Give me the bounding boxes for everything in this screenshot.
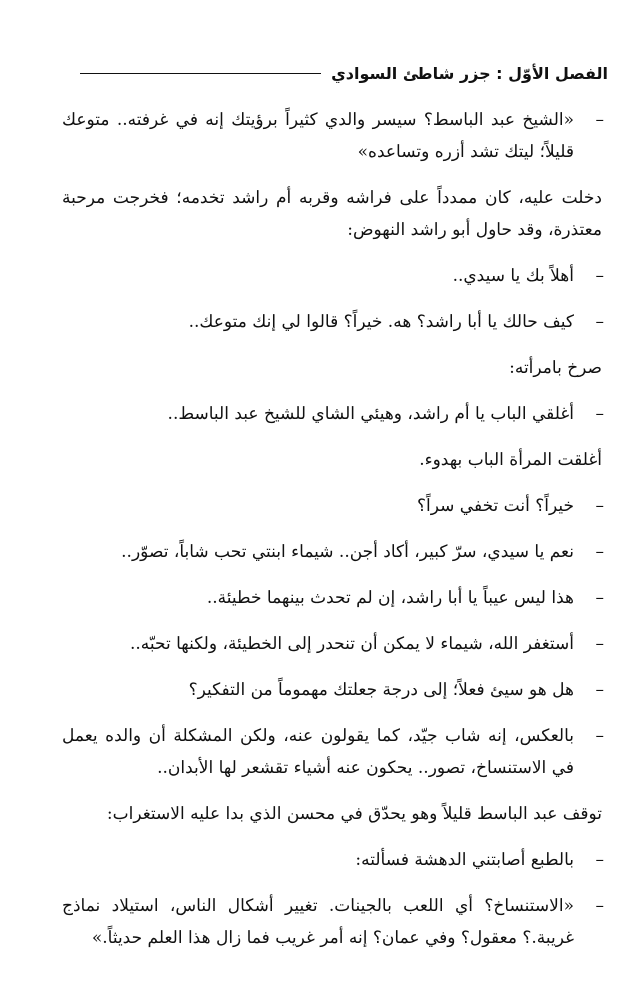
- dialogue-line: [62, 260, 608, 292]
- dialogue-text: هل هو سيئ فعلاً؛ إلى درجة جعلتك مهموماً من التفكير؟: [188, 680, 574, 700]
- dialogue-dash: –: [595, 850, 604, 870]
- dialogue-text: بالطبع أصابتني الدهشة فسألته:: [355, 850, 574, 870]
- dialogue-text: «الشيخ عبد الباسط؟ سيسر والدي كثيراً برؤيتك إنه في غرفته.. متوعك قليلاً؛ ليتك تشد أزره وتساعده»: [62, 110, 574, 162]
- dialogue-dash: –: [595, 312, 604, 332]
- narration-paragraph: توقف عبد الباسط قليلاً وهو يحدّق في محسن الذي بدا عليه الاستغراب:: [106, 804, 602, 824]
- dialogue-text: كيف حالك يا أبا راشد؟ هه. خيراً؟ قالوا لي إنك متوعك..: [188, 312, 574, 332]
- dialogue-dash: –: [595, 588, 604, 608]
- page-body: [62, 104, 608, 968]
- chapter-title: الفصل الأوّل : جزر شاطئ السوادي: [331, 63, 608, 83]
- dialogue-dash: –: [595, 542, 604, 562]
- dialogue-text: بالعكس، إنه شاب جيّد، كما يقولون عنه، ولكن المشكلة أن والده يعمل في الاستنساخ، تصور.. يحكون عنه أشياء تقشعر لها الأبدان..: [62, 726, 574, 778]
- dialogue-line: [62, 490, 608, 522]
- narration-paragraph: صرخ بامرأته:: [509, 358, 602, 378]
- dialogue-text: «الاستنساخ؟ أي اللعب بالجينات. تغيير أشكال الناس، استيلاد نماذج غريبة.؟ معقول؟ وفي عمان؟ إنه أمر غريب فما زال هذا العلم حديثاً.»: [62, 896, 574, 948]
- dialogue-dash: –: [595, 110, 604, 130]
- dialogue-text: أغلقي الباب يا أم راشد، وهيئي الشاي للشيخ عبد الباسط..: [167, 404, 574, 424]
- dialogue-line: [62, 398, 608, 430]
- dialogue-dash: –: [595, 680, 604, 700]
- dialogue-line: [62, 844, 608, 876]
- dialogue-line: [62, 674, 608, 706]
- dialogue-text: خيراً؟ أنت تخفي سراً؟: [417, 496, 574, 516]
- dialogue-text: أستغفر الله، شيماء لا يمكن أن تنحدر إلى الخطيئة، ولكنها تحبّه..: [129, 634, 574, 654]
- dialogue-dash: –: [595, 266, 604, 286]
- dialogue-dash: –: [595, 496, 604, 516]
- dialogue-dash: –: [595, 634, 604, 654]
- dialogue-text: أهلاً بك يا سيدي..: [452, 266, 574, 286]
- dialogue-dash: –: [595, 726, 604, 746]
- dialogue-text: نعم يا سيدي، سرّ كبير، أكاد أجن.. شيماء ابنتي تحب شاباً، تصوّر..: [121, 542, 574, 562]
- dialogue-dash: –: [595, 404, 604, 424]
- dialogue-line: [62, 104, 608, 168]
- dialogue-line: [62, 306, 608, 338]
- narration-paragraph: دخلت عليه، كان ممدداً على فراشه وقربه أم راشد تخدمه؛ فخرجت مرحبة معتذرة، وقد حاول أبو راشد النهوض:: [62, 188, 602, 240]
- dialogue-line: [62, 628, 608, 660]
- narration-paragraph: أغلقت المرأة الباب بهدوء.: [419, 450, 602, 470]
- dialogue-text: هذا ليس عيباً يا أبا راشد، إن لم تحدث بينهما خطيئة..: [206, 588, 574, 608]
- dialogue-line: [62, 720, 608, 784]
- dialogue-line: [62, 890, 608, 954]
- running-header: [80, 58, 608, 88]
- dialogue-dash: –: [595, 896, 604, 916]
- dialogue-line: [62, 582, 608, 614]
- dialogue-line: [62, 536, 608, 568]
- header-rule: [80, 73, 321, 74]
